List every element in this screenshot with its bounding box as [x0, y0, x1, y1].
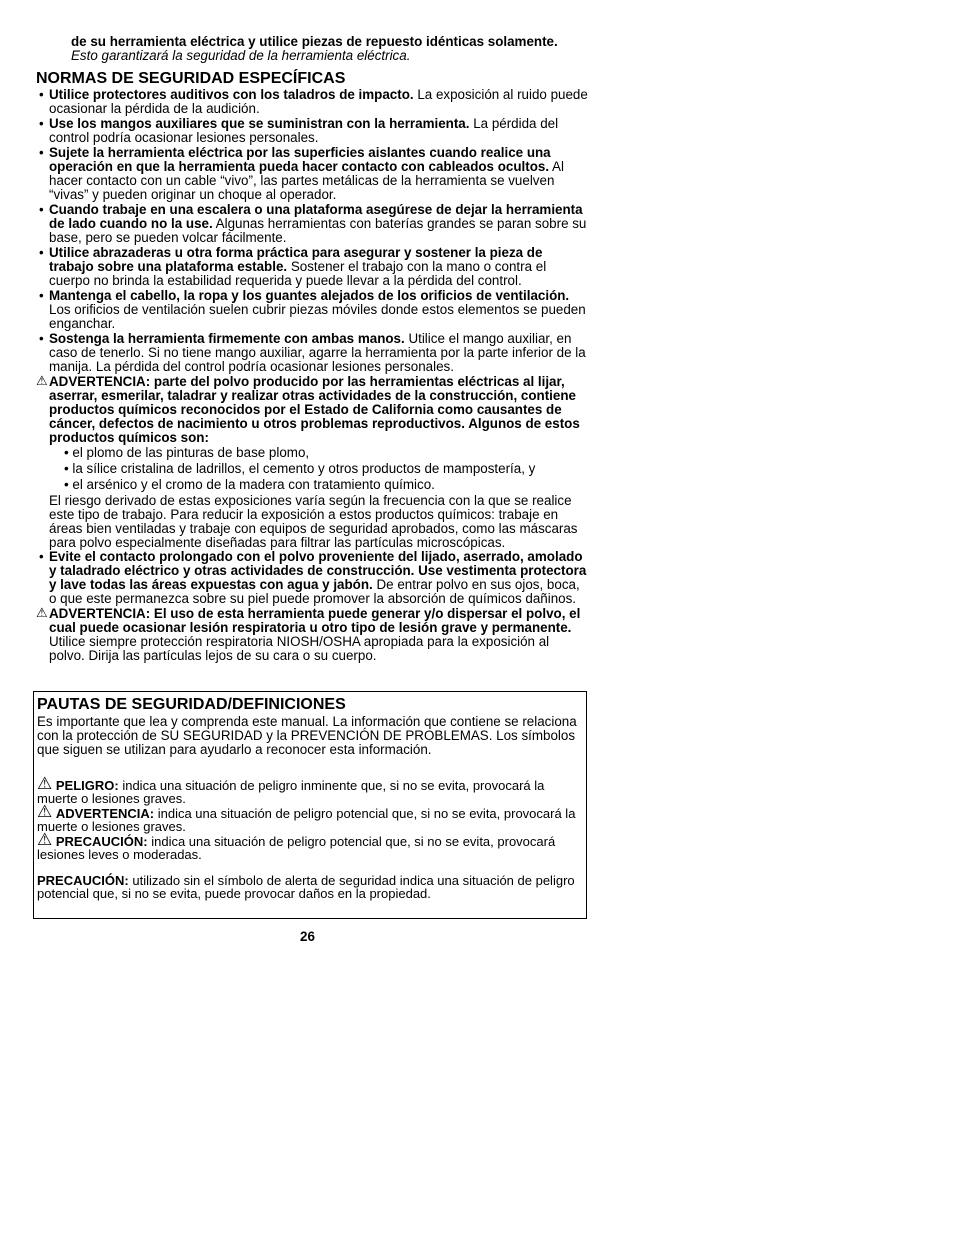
- definition-caution: ⚠ PRECAUCIÓN: indica una situación de peligro potencial que, si no se evita, provocará lesiones leves o moderadas.: [37, 830, 556, 862]
- rule-item: • Sujete la herramienta eléctrica por las superficies aislantes cuando realice una operación en que la herramienta pueda hacer contacto con cableados ocultos. Al hacer contacto con un cable “vivo”, las partes metálicas de la herramienta se vuelven “vivas” y pueden originar un choque al operador.: [39, 145, 564, 202]
- bullet-icon: •: [39, 145, 44, 160]
- rule-item: • Cuando trabaje en una escalera o una plataforma asegúrese de dejar la herramienta de lado cuando no la use. Algunas herramientas con baterías grandes se paran sobre su base, pero se pueden volcar fácilmente.: [39, 202, 587, 245]
- intro-continuation: [71, 35, 588, 63]
- list-item: • el plomo de las pinturas de base plomo,: [64, 445, 310, 460]
- definition-caution-no-symbol: PRECAUCIÓN: utilizado sin el símbolo de alerta de seguridad indica una situación de peligro potencial que, si no se evita, puede provocar daños en la propiedad.: [37, 873, 575, 901]
- exposure-paragraph: El riesgo derivado de estas exposiciones varía según la frecuencia con la que se realice este tipo de trabajo. Para reducir la exposición a estos productos químicos: trabaje en áreas bien ventiladas y trabaje con equipos de seguridad aprobados, como las máscaras para polvo especialmente diseñadas para filtrar las partículas microscópicas.: [49, 493, 578, 550]
- bullet-icon: •: [39, 331, 44, 346]
- specific-rules-heading: NORMAS DE SEGURIDAD ESPECÍFICAS: [36, 70, 346, 87]
- list-item: • el arsénico y el cromo de la madera con tratamiento químico.: [64, 477, 435, 492]
- intro-line-1: de su herramienta eléctrica y utilice piezas de repuesto idénticas solamente.: [71, 34, 558, 49]
- definition-warning: ⚠ ADVERTENCIA: indica una situación de peligro potencial que, si no se evita, provocará la muerte o lesiones graves.: [37, 802, 576, 834]
- definitions-intro: Es importante que lea y comprenda este manual. La información que contiene se relaciona con la protección de SU SEGURIDAD y la PREVENCIÓN DE PROBLEMAS. Los símbolos que siguen se utilizan para ayudarlo a reconocer esta información.: [37, 714, 577, 757]
- definitions-heading: PAUTAS DE SEGURIDAD/DEFINICIONES: [37, 696, 346, 713]
- bullet-icon: •: [39, 116, 44, 131]
- bullet-icon: •: [39, 549, 44, 564]
- intro-line-2: Esto garantizará la seguridad de la herramienta eléctrica.: [71, 48, 411, 63]
- california-warning: ⚠ ADVERTENCIA: parte del polvo producido por las herramientas eléctricas al lijar, aserrar, esmerilar, taladrar y realizar otras actividades de la construcción, contiene productos químicos reconocidos por el Estado de California como causantes de cáncer, defectos de nacimiento u otros problemas reproductivos. Algunos de estos productos químicos son:: [36, 373, 580, 445]
- specific-safety-rules-column: [36, 35, 588, 663]
- bullet-icon: •: [39, 202, 44, 217]
- definition-danger: ⚠ PELIGRO: indica una situación de peligro inminente que, si no se evita, provocará la muerte o lesiones graves.: [37, 774, 545, 806]
- safety-definitions-box: [33, 691, 587, 919]
- warning-triangle-icon: ⚠: [36, 373, 48, 388]
- chemicals-list: [64, 446, 588, 492]
- rule-item: • Use los mangos auxiliares que se suministran con la herramienta. La pérdida del control podría ocasionar lesiones personales.: [39, 116, 559, 145]
- rule-item: • Sostenga la herramienta firmemente con ambas manos. Utilice el mango auxiliar, en caso de tenerlo. Si no tiene mango auxiliar, agarre la herramienta por la parte inferior de la manija. La pérdida del control podría ocasionar lesiones personales.: [39, 331, 586, 374]
- bullet-icon: •: [39, 288, 44, 303]
- rule-item: • Mantenga el cabello, la ropa y los guantes alejados de los orificios de ventilación. Los orificios de ventilación suelen cubrir piezas móviles donde estos elementos se pueden enganchar.: [39, 288, 586, 331]
- rule-item: • Evite el contacto prolongado con el polvo proveniente del lijado, aserrado, amolado y taladrado eléctrico y otras actividades de construcción. Use vestimenta protectora y lave todas las áreas expuestas con agua y jabón. De entrar polvo en sus ojos, boca, o que este permanezca sobre su piel puede promover la absorción de químicos dañinos.: [39, 549, 587, 606]
- warning-triangle-icon: ⚠: [36, 605, 48, 620]
- warning-triangle-icon: ⚠: [37, 802, 53, 821]
- warning-triangle-icon: ⚠: [37, 774, 53, 793]
- dust-warning: ⚠ ADVERTENCIA: El uso de esta herramienta puede generar y/o dispersar el polvo, el cual puede ocasionar lesión respiratoria u otro tipo de lesión grave y permanente. Utilice siempre protección respiratoria NIOSH/OSHA apropiada para la exposición al polvo. Dirija las partículas lejos de su cara o su cuerpo.: [36, 605, 581, 663]
- list-item: • la sílice cristalina de ladrillos, el cemento y otros productos de mampostería, y: [64, 461, 536, 476]
- rule-item: • Utilice protectores auditivos con los taladros de impacto. La exposición al ruido puede ocasionar la pérdida de la audición.: [39, 87, 588, 116]
- warning-triangle-icon: ⚠: [37, 830, 53, 849]
- bullet-icon: •: [39, 87, 44, 102]
- page-number: 26: [300, 929, 315, 944]
- bullet-icon: •: [39, 245, 44, 260]
- rule-item: • Utilice abrazaderas u otra forma práctica para asegurar y sostener la pieza de trabajo sobre una plataforma estable. Sostener el trabajo con la mano o contra el cuerpo no brinda la estabilidad requerida y puede llevar a la pérdida del control.: [39, 245, 547, 288]
